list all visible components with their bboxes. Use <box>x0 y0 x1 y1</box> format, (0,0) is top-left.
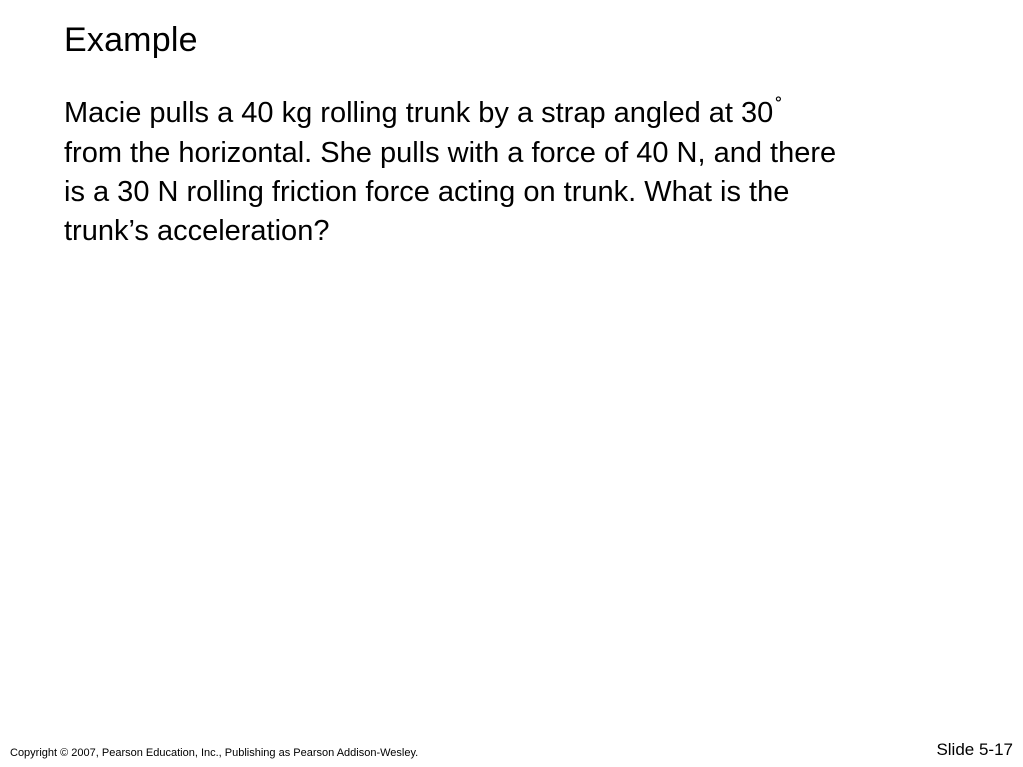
problem-line-1-text: Macie pulls a 40 kg rolling trunk by a strap angled at 30 <box>64 97 774 129</box>
problem-line-2: from the horizontal. She pulls with a force of 40 N, and there <box>64 137 837 169</box>
slide-number: Slide 5-17 <box>936 740 1013 759</box>
problem-line-4: trunk’s acceleration? <box>64 215 330 247</box>
problem-line-3: is a 30 N rolling friction force acting on trunk. What is the <box>64 176 790 208</box>
problem-text <box>64 94 964 251</box>
slide-title: Example <box>64 21 198 59</box>
problem-line-1 <box>64 94 964 134</box>
degree-symbol: ˚ <box>775 94 783 119</box>
copyright-notice: Copyright © 2007, Pearson Education, Inc., Publishing as Pearson Addison-Wesley. <box>10 747 419 759</box>
